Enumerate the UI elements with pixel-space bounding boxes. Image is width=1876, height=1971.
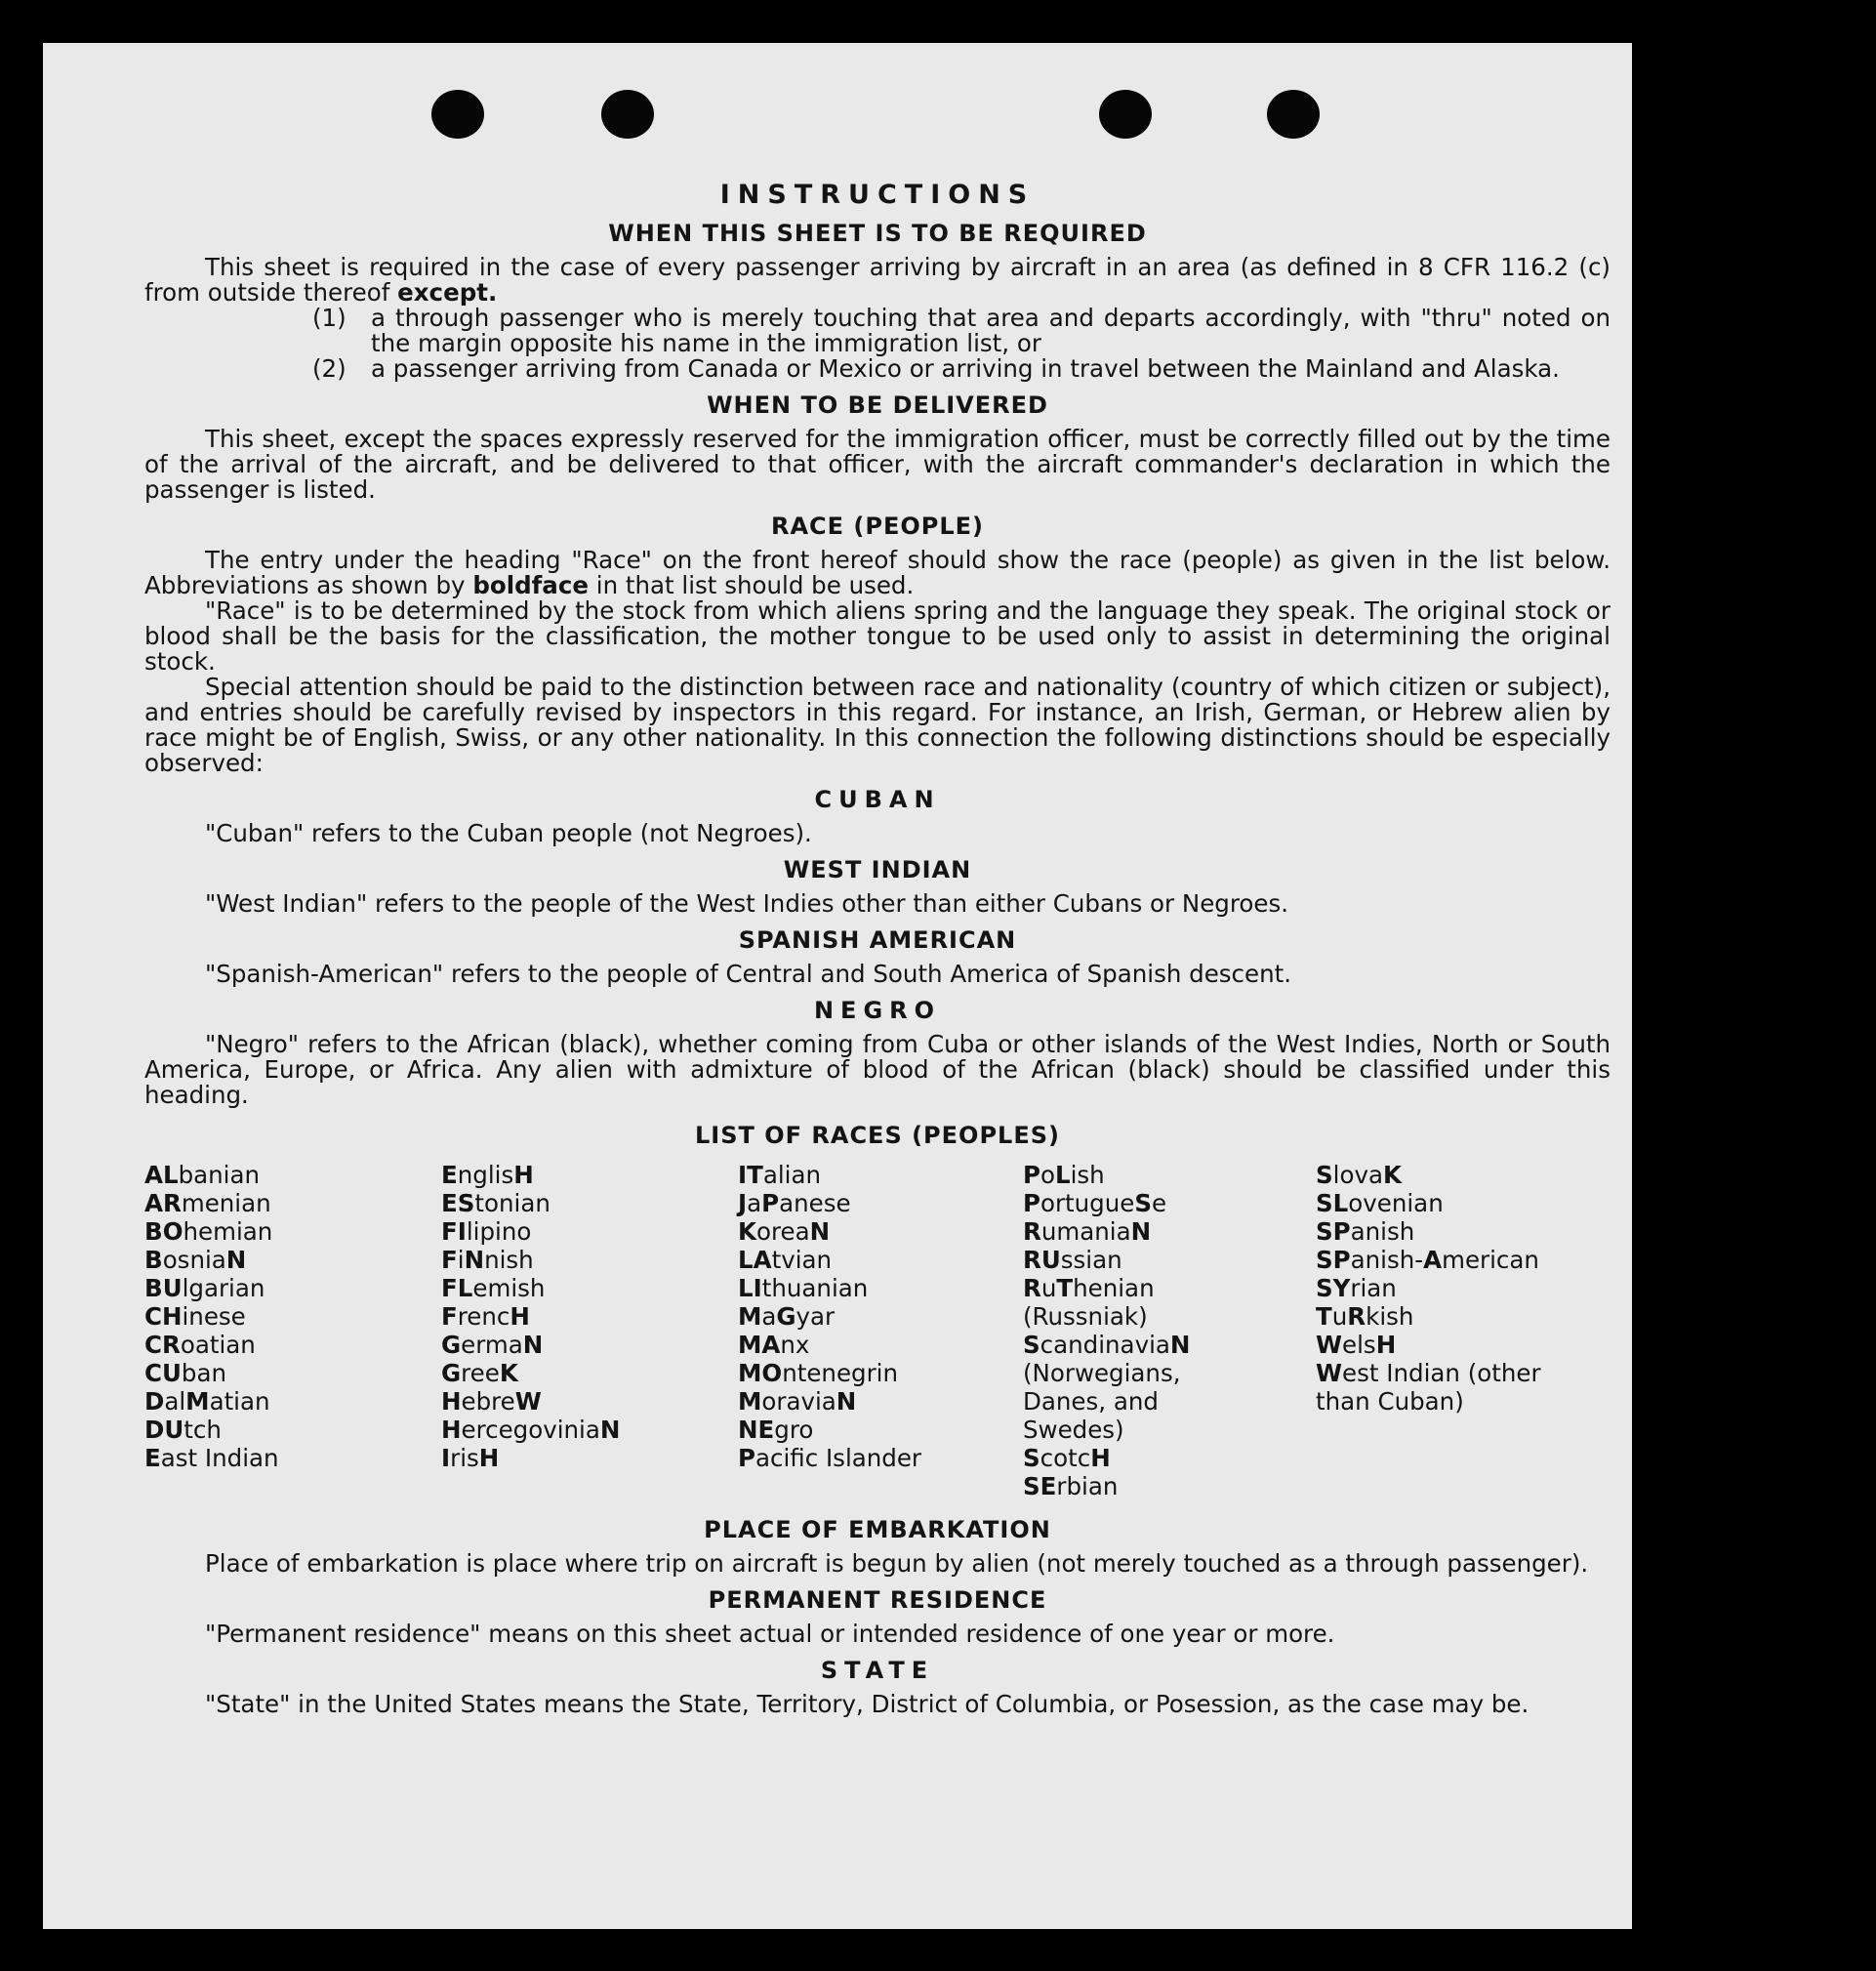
heading-race: RACE (PEOPLE) <box>770 513 985 540</box>
list-item: SErbian <box>1023 1472 1119 1500</box>
list-item: MAnx <box>738 1331 810 1359</box>
heading-west-indian: WEST INDIAN <box>783 856 972 883</box>
list-item: EnglisH <box>441 1161 534 1189</box>
list-item: LAtvian <box>738 1246 833 1274</box>
list-item: IrisH <box>441 1444 500 1472</box>
negro-text: "Negro" refers to the African (black), whether coming from Cuba or other islands of the West Indies, North or South America, Europe, or Africa. Any alien with admixture of blood of the African (black) should be classified under this heading. <box>144 1030 1611 1109</box>
heading-state: STATE <box>820 1657 935 1684</box>
list-item: BUlgarian <box>144 1274 265 1302</box>
race-paragraph: "Race" is to be determined by the stock from which aliens spring and the language they speak. The original stock or blood shall be the basis for the classification, the mother tongue to be used only to assist in determining the original stock. <box>144 596 1611 676</box>
list-item: GermaN <box>441 1331 544 1359</box>
list-item: CUban <box>144 1359 226 1387</box>
races-column <box>1316 1161 1609 1500</box>
list-item: HercegoviniaN <box>441 1416 621 1444</box>
state-text: "State" in the United States means the State, Territory, District of Columbia, or Posession, as the case may be. <box>205 1690 1529 1718</box>
list-item: (1) a through passenger who is merely touching that area and departs accordingly, with "thru" noted on the margin opposite his name in the immigration list, or <box>312 304 1611 357</box>
list-item: CRoatian <box>144 1331 256 1359</box>
list-item: JaPanese <box>738 1189 851 1217</box>
races-table <box>144 1161 1611 1500</box>
embarkation-text: Place of embarkation is place where trip on aircraft is begun by alien (not merely touched as a through passenger). <box>205 1549 1589 1578</box>
list-item: Pacific Islander <box>738 1444 921 1472</box>
list-item: RumaniaN <box>1023 1217 1152 1246</box>
list-item: SLovenian <box>1316 1189 1444 1217</box>
required-intro: This sheet is required in the case of every passenger arriving by aircraft in an area (as defined in 8 CFR 116.2 (c) from outside thereof except. <box>144 253 1611 307</box>
list-item: KoreaN <box>738 1217 831 1246</box>
cuban-text: "Cuban" refers to the Cuban people (not Negroes). <box>205 819 812 847</box>
list-item: DalMatian <box>144 1387 270 1416</box>
list-item: TuRkish <box>1316 1302 1414 1331</box>
list-item: WelsH <box>1316 1331 1397 1359</box>
heading-spanish-american: SPANISH AMERICAN <box>738 926 1017 954</box>
list-item: ScotcH <box>1023 1444 1111 1472</box>
punch-hole <box>431 90 484 139</box>
races-column <box>441 1161 738 1500</box>
delivered-text: This sheet, except the spaces expressly reserved for the immigration officer, must be correctly filled out by the time of the arrival of the aircraft, and be delivered to that officer, with the aircraft commander's declaration in which the passenger is listed. <box>144 425 1611 504</box>
list-item: ITalian <box>738 1161 822 1189</box>
list-item: SYrian <box>1316 1274 1397 1302</box>
heading-embarkation: PLACE OF EMBARKATION <box>704 1516 1051 1543</box>
list-item: MoraviaN <box>738 1387 857 1416</box>
list-item: PortugueSe <box>1023 1189 1167 1217</box>
list-item: (2) a passenger arriving from Canada or Mexico or arriving in travel between the Mainland and Alaska. <box>312 354 1560 383</box>
heading-residence: PERMANENT RESIDENCE <box>708 1586 1047 1614</box>
west-indian-text: "West Indian" refers to the people of the West Indies other than either Cubans or Negroes. <box>205 889 1289 918</box>
list-item: CHinese <box>144 1302 246 1331</box>
heading-cuban: CUBAN <box>814 786 941 813</box>
page-title: INSTRUCTIONS <box>719 180 1036 210</box>
list-item: LIthuanian <box>738 1274 869 1302</box>
list-item: FiNnish <box>441 1246 534 1274</box>
list-item: MaGyar <box>738 1302 836 1331</box>
list-item: BosniaN <box>144 1246 247 1274</box>
list-item: MOntenegrin <box>738 1359 898 1387</box>
list-item: FLemish <box>441 1274 546 1302</box>
list-item: DUtch <box>144 1416 222 1444</box>
list-item: ALbanian <box>144 1161 261 1189</box>
list-item: RuThenian (Russniak) <box>1023 1274 1155 1331</box>
list-item: East Indian <box>144 1444 279 1472</box>
races-column <box>144 1161 441 1500</box>
heading-delivered: WHEN TO BE DELIVERED <box>707 391 1048 419</box>
punch-hole <box>601 90 654 139</box>
list-item: FIlipino <box>441 1217 532 1246</box>
list-item: FrencH <box>441 1302 530 1331</box>
punch-hole <box>1267 90 1320 139</box>
list-item: SPanish <box>1316 1217 1415 1246</box>
race-paragraph: The entry under the heading "Race" on the front hereof should show the race (people) as given in the list below. Abbreviations as shown by boldface in that list should be used. <box>144 546 1611 599</box>
heading-list-of-races: LIST OF RACES (PEOPLES) <box>695 1122 1060 1149</box>
races-column <box>738 1161 1023 1500</box>
race-paragraph: Special attention should be paid to the distinction between race and nationality (country of which citizen or subject), and entries should be carefully revised by inspectors in this regard. For instance, an Irish, German, or Hebrew alien by race might be of English, Swiss, or any other nationality. In this connection the following distinctions should be especially observed: <box>144 673 1611 777</box>
list-item: RUssian <box>1023 1246 1122 1274</box>
heading-negro: NEGRO <box>813 997 942 1024</box>
list-item: NEgro <box>738 1416 814 1444</box>
list-item: HebreW <box>441 1387 542 1416</box>
residence-text: "Permanent residence" means on this sheet actual or intended residence of one year or more. <box>205 1620 1335 1648</box>
list-item: GreeK <box>441 1359 518 1387</box>
list-item: PoLish <box>1023 1161 1105 1189</box>
list-item: West Indian (other than Cuban) <box>1316 1359 1541 1416</box>
heading-required: WHEN THIS SHEET IS TO BE REQUIRED <box>608 220 1147 247</box>
list-item: ScandinaviaN (Norwegians, Danes, and Swedes) <box>1023 1331 1191 1444</box>
list-item: SlovaK <box>1316 1161 1402 1189</box>
spanish-american-text: "Spanish-American" refers to the people of Central and South America of Spanish descent. <box>205 960 1292 988</box>
races-column <box>1023 1161 1316 1500</box>
instructions-content <box>144 180 1611 1717</box>
document-page <box>43 43 1632 1929</box>
list-item: BOhemian <box>144 1217 273 1246</box>
list-item: SPanish-American <box>1316 1246 1539 1274</box>
list-item: EStonian <box>441 1189 551 1217</box>
list-item: ARmenian <box>144 1189 271 1217</box>
punch-hole <box>1099 90 1152 139</box>
